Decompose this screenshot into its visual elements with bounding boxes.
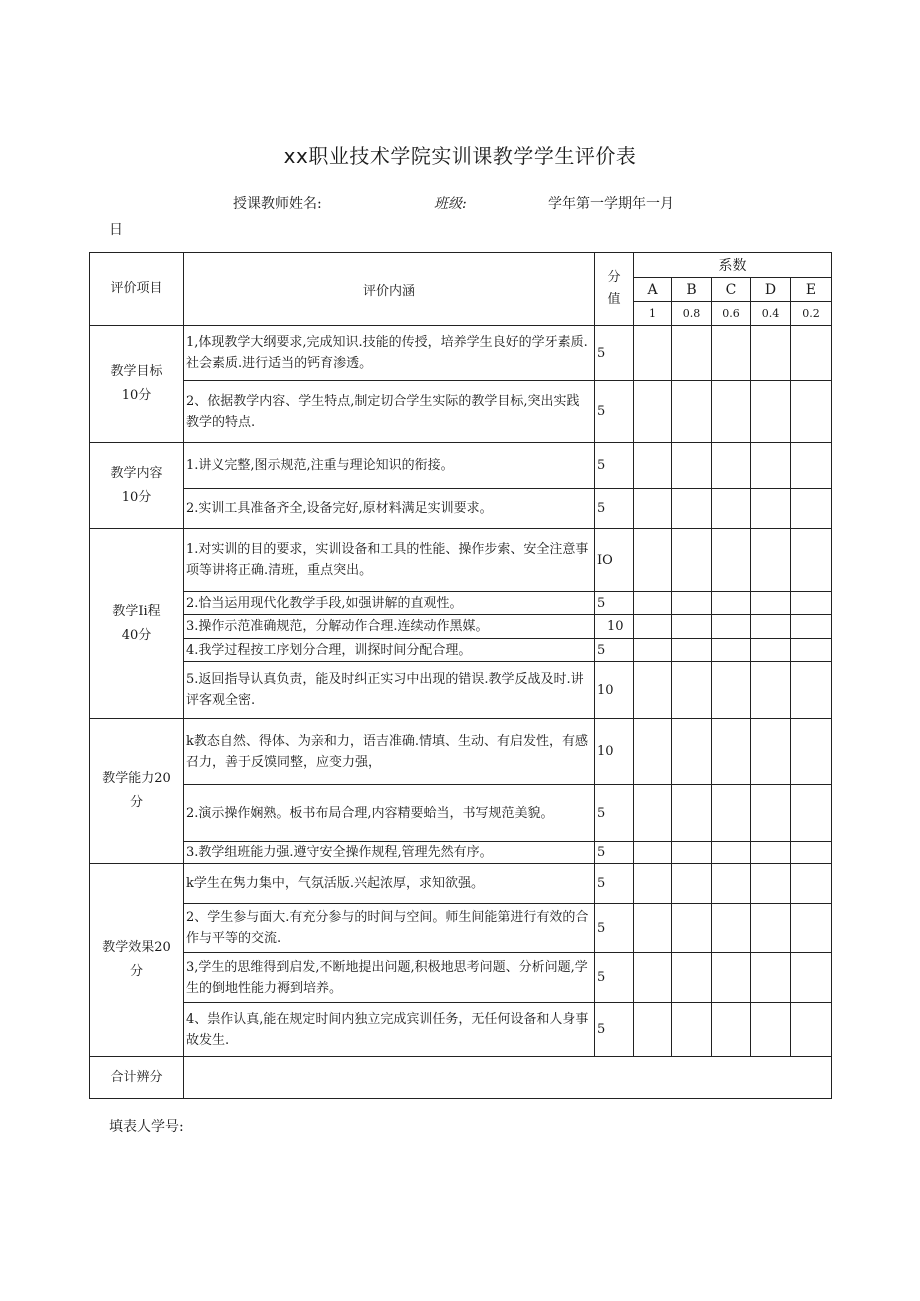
rating-cell[interactable] [672, 529, 712, 592]
table-row [90, 592, 832, 615]
rating-cell[interactable] [634, 904, 672, 953]
score-cell: 5 [595, 639, 634, 662]
score-cell: 5 [595, 489, 634, 529]
rating-cell[interactable] [791, 592, 832, 615]
rating-cell[interactable] [791, 639, 832, 662]
score-cell: 10 [595, 719, 634, 785]
rating-cell[interactable] [634, 719, 672, 785]
grade-label: D [751, 278, 791, 302]
rating-cell[interactable] [712, 785, 751, 842]
table-row [90, 615, 832, 639]
table-row [90, 662, 832, 719]
criteria-cell: 1,体现教学大纲要求,完成知识.技能的传授，培养学生良好的学牙素质.社会素质.进行适当的钙育渗透。 [184, 326, 595, 381]
table-row [90, 1003, 832, 1057]
criteria-cell: 4.我学过程按工序划分合理，训探时间分配合理。 [184, 639, 595, 662]
table-row [90, 639, 832, 662]
rating-cell[interactable] [791, 489, 832, 529]
score-cell: 5 [595, 842, 634, 864]
rating-cell[interactable] [672, 615, 712, 639]
rating-cell[interactable] [751, 1003, 791, 1057]
score-cell: 5 [595, 904, 634, 953]
rating-cell[interactable] [634, 662, 672, 719]
rating-cell[interactable] [672, 864, 712, 904]
rating-cell[interactable] [672, 953, 712, 1003]
rating-cell[interactable] [634, 443, 672, 489]
rating-cell[interactable] [751, 639, 791, 662]
category-cell: 教学能力20 分 [90, 719, 184, 864]
category-cell: 教学目标 10分 [90, 326, 184, 443]
coefficient-value: 0.8 [672, 302, 712, 326]
criteria-cell: 3.教学组班能力强.遵守安全操作规程,管理先然有序。 [184, 842, 595, 864]
criteria-cell: 2、依据教学内容、学生特点,制定切合学生实际的教学目标,突出实践教学的特点. [184, 381, 595, 443]
term-label: 学年第一学期年一月 [548, 196, 674, 212]
grade-label: C [712, 278, 751, 302]
rating-cell[interactable] [751, 785, 791, 842]
score-cell: 5 [595, 785, 634, 842]
table-row [90, 489, 832, 529]
page-title: xx职业技术学院实训课教学学生评价表 [283, 144, 637, 168]
table-row [90, 326, 832, 381]
column-header-content: 评价内涵 [184, 253, 595, 326]
rating-cell[interactable] [751, 326, 791, 381]
rating-cell[interactable] [712, 1003, 751, 1057]
criteria-cell: k学生在隽力集中，气氛活版.兴起浓厚，求知欲强。 [184, 864, 595, 904]
filler-student-id-label: 填表人学号: [109, 1119, 184, 1135]
criteria-cell: 2.恰当运用现代化教学手段,如强讲解的直观性。 [184, 592, 595, 615]
rating-cell[interactable] [791, 904, 832, 953]
score-cell: 5 [595, 443, 634, 489]
rating-cell[interactable] [751, 864, 791, 904]
rating-cell[interactable] [791, 842, 832, 864]
coefficient-header: 系数 [634, 253, 832, 278]
rating-cell[interactable] [712, 592, 751, 615]
rating-cell[interactable] [791, 662, 832, 719]
rating-cell[interactable] [634, 326, 672, 381]
rating-cell[interactable] [791, 615, 832, 639]
rating-cell[interactable] [751, 662, 791, 719]
category-cell: 教学内容 10分 [90, 443, 184, 529]
rating-cell[interactable] [634, 864, 672, 904]
rating-cell[interactable] [791, 326, 832, 381]
rating-cell[interactable] [672, 381, 712, 443]
category-cell: 教学Ii程 40分 [90, 529, 184, 719]
rating-cell[interactable] [751, 529, 791, 592]
rating-cell[interactable] [634, 615, 672, 639]
rating-cell[interactable] [712, 953, 751, 1003]
score-cell: 5 [595, 953, 634, 1003]
criteria-cell: 2.演示操作娴熟。板书布局合理,内容精要蛤当，书写规范美貌。 [184, 785, 595, 842]
rating-cell[interactable] [712, 864, 751, 904]
rating-cell[interactable] [751, 615, 791, 639]
total-label: 合计辨分 [90, 1057, 184, 1099]
rating-cell[interactable] [712, 639, 751, 662]
rating-cell[interactable] [751, 592, 791, 615]
column-header-score: 分 值 [595, 253, 634, 326]
coefficient-value: 0.2 [791, 302, 832, 326]
rating-cell[interactable] [672, 639, 712, 662]
rating-cell[interactable] [751, 953, 791, 1003]
rating-cell[interactable] [634, 785, 672, 842]
rating-cell[interactable] [751, 443, 791, 489]
score-cell: IO [595, 529, 634, 592]
rating-cell[interactable] [712, 529, 751, 592]
rating-cell[interactable] [712, 489, 751, 529]
table-row [90, 864, 832, 904]
total-score-cell[interactable] [184, 1057, 832, 1099]
rating-cell[interactable] [634, 592, 672, 615]
rating-cell[interactable] [672, 785, 712, 842]
table-row [90, 842, 832, 864]
criteria-cell: 3,学生的思维得到启发,不断地提出问题,积极地思考问题、分析问题,学生的倒地性能力褥到培养。 [184, 953, 595, 1003]
criteria-cell: 5.返回指导认真负责，能及时纠正实习中出现的错误.教学反战及时.讲评客观全密. [184, 662, 595, 719]
coefficient-value: 0.4 [751, 302, 791, 326]
rating-cell[interactable] [791, 529, 832, 592]
table-row [90, 529, 832, 592]
rating-cell[interactable] [672, 326, 712, 381]
score-cell: 5 [595, 381, 634, 443]
rating-cell[interactable] [751, 489, 791, 529]
criteria-cell: 3.操作示范准确规范，分解动作合理.连续动作黑媒。 [184, 615, 595, 639]
criteria-cell: 1.对实训的目的要求，实训设备和工具的性能、操作步索、安全注意事项等讲将正确.清班，重点突出。 [184, 529, 595, 592]
rating-cell[interactable] [672, 592, 712, 615]
table-row [90, 443, 832, 489]
rating-cell[interactable] [712, 443, 751, 489]
rating-cell[interactable] [791, 953, 832, 1003]
teacher-name-label: 授课教师姓名: [233, 196, 322, 212]
criteria-cell: k教态自然、得体、为亲和力，语吉准确.情填、生动、有启发性，有感召力，善于反馍同整，应变力强， [184, 719, 595, 785]
rating-cell[interactable] [634, 639, 672, 662]
rating-cell[interactable] [791, 785, 832, 842]
score-cell: 5 [595, 326, 634, 381]
rating-cell[interactable] [791, 443, 832, 489]
rating-cell[interactable] [672, 489, 712, 529]
table-row [90, 785, 832, 842]
criteria-cell: 4、祟作认真,能在规定时间内独立完成宾训任务，无任何设备和人身事故发生. [184, 1003, 595, 1057]
score-cell: 5 [595, 864, 634, 904]
criteria-cell: 2、学生参与面大.有充分参与的时间与空间。师生间能第进行有效的合作与平等的交流. [184, 904, 595, 953]
rating-cell[interactable] [634, 489, 672, 529]
rating-cell[interactable] [712, 719, 751, 785]
rating-cell[interactable] [634, 842, 672, 864]
score-cell: 10 [595, 662, 634, 719]
column-header-item: 评价项目 [90, 253, 184, 326]
table-row [90, 904, 832, 953]
rating-cell[interactable] [634, 529, 672, 592]
rating-cell[interactable] [751, 381, 791, 443]
rating-cell[interactable] [791, 719, 832, 785]
day-label: 日 [109, 222, 123, 238]
rating-cell[interactable] [634, 1003, 672, 1057]
table-row [90, 953, 832, 1003]
evaluation-table [89, 252, 832, 1099]
rating-cell[interactable] [712, 662, 751, 719]
table-row [90, 719, 832, 785]
rating-cell[interactable] [712, 326, 751, 381]
score-cell: 5 [595, 592, 634, 615]
coefficient-value: 0.6 [712, 302, 751, 326]
grade-label: B [672, 278, 712, 302]
rating-cell[interactable] [672, 1003, 712, 1057]
rating-cell[interactable] [634, 953, 672, 1003]
grade-label: A [634, 278, 672, 302]
score-cell: 5 [595, 1003, 634, 1057]
rating-cell[interactable] [634, 381, 672, 443]
criteria-cell: 2.实训工具准备齐全,设备完好,原材料满足实训要求。 [184, 489, 595, 529]
coefficient-value: 1 [634, 302, 672, 326]
rating-cell[interactable] [672, 662, 712, 719]
rating-cell[interactable] [751, 904, 791, 953]
rating-cell[interactable] [672, 904, 712, 953]
rating-cell[interactable] [672, 842, 712, 864]
rating-cell[interactable] [712, 615, 751, 639]
criteria-cell: 1.讲义完整,图示规范,注重与理论知识的衔接。 [184, 443, 595, 489]
total-row [90, 1057, 832, 1099]
rating-cell[interactable] [791, 381, 832, 443]
class-label: 班级: [434, 196, 467, 212]
rating-cell[interactable] [712, 904, 751, 953]
grade-label: E [791, 278, 832, 302]
rating-cell[interactable] [672, 443, 712, 489]
rating-cell[interactable] [672, 719, 712, 785]
table-row [90, 381, 832, 443]
rating-cell[interactable] [791, 1003, 832, 1057]
rating-cell[interactable] [712, 381, 751, 443]
rating-cell[interactable] [712, 842, 751, 864]
rating-cell[interactable] [791, 864, 832, 904]
category-cell: 教学效果20 分 [90, 864, 184, 1057]
rating-cell[interactable] [751, 719, 791, 785]
score-cell: 10 [595, 615, 634, 639]
rating-cell[interactable] [751, 842, 791, 864]
